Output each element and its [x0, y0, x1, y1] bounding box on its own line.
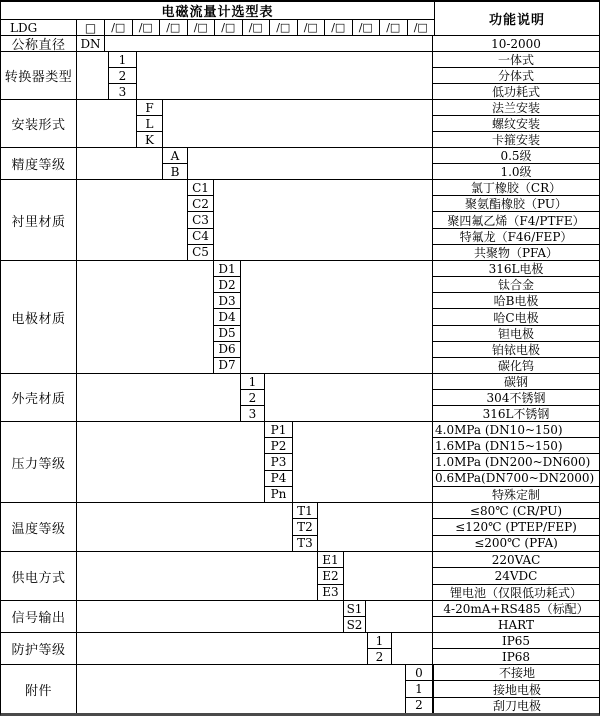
code-cell: 0: [406, 665, 432, 681]
description-cell: 哈B电极: [433, 293, 599, 309]
code-cell: 1: [109, 52, 136, 68]
code-cell: E2: [318, 568, 343, 584]
group-label: 衬里材质: [1, 180, 77, 260]
code-column: [318, 552, 344, 600]
description-cell: 接地电极: [434, 681, 600, 697]
description-column: [432, 52, 599, 99]
spacer-cell: [77, 665, 406, 713]
description-cell: 0.5级: [433, 148, 599, 164]
code-cell: 2: [109, 68, 136, 84]
description-cell: 碳化钨: [497, 358, 534, 373]
description-cell: 316L不锈钢: [482, 407, 550, 421]
model-slot-cell: /□: [160, 20, 188, 35]
group-label: 精度等级: [1, 148, 77, 179]
description-cell: 碳钢: [433, 374, 599, 390]
description-cell: 卡箍安装: [491, 133, 540, 147]
model-slot-cell: /□: [105, 20, 133, 35]
description-cell: ≤120℃ (PTEP/FEP): [433, 519, 599, 535]
empty-fill-cell: [105, 36, 432, 51]
code-cell: E1: [318, 552, 343, 568]
group-row: [1, 51, 599, 99]
code-cell: 3: [118, 84, 127, 99]
spacer-cell: [77, 601, 344, 632]
model-slot-cell: /□: [325, 20, 353, 35]
code-cell: D6: [214, 342, 240, 358]
description-cell: 特殊定制: [491, 487, 540, 502]
code-cell: C2: [188, 196, 213, 212]
group-row: [1, 179, 599, 260]
code-column: [77, 36, 105, 51]
description-cell: 316L电极: [433, 261, 599, 277]
code-cell: A: [163, 148, 187, 164]
code-cell: S2: [346, 617, 363, 632]
model-first-box: □: [77, 20, 105, 35]
code-cell: L: [137, 116, 162, 132]
description-cell: 螺纹安装: [433, 116, 599, 132]
code-cell: 2: [241, 390, 264, 406]
code-column: [188, 180, 214, 260]
description-column: [432, 503, 599, 551]
group-label: 温度等级: [1, 503, 77, 551]
code-cell: 1: [406, 681, 432, 697]
code-cell: B: [170, 164, 180, 179]
group-label: 转换器类型: [1, 52, 77, 99]
empty-fill-cell: [214, 180, 432, 260]
group-label: 压力等级: [1, 422, 77, 502]
spacer-cell: [77, 148, 163, 179]
description-cell: 氯丁橡胶（CR）: [433, 180, 599, 196]
header-left-section: [1, 2, 434, 35]
empty-fill-cell: [265, 374, 432, 421]
code-cell: DN: [80, 36, 101, 51]
description-cell: 4.0MPa (DN10~150): [433, 422, 599, 438]
spacer-cell: [77, 422, 265, 502]
code-column: [214, 261, 241, 373]
group-row: [1, 664, 599, 713]
spacer-cell: [77, 552, 318, 600]
model-prefix-label: LDG: [1, 20, 77, 35]
group-row: [1, 632, 599, 664]
description-cell: 铂铱电极: [433, 342, 599, 358]
code-cell: K: [145, 132, 154, 147]
code-column: [241, 374, 265, 421]
code-cell: D7: [218, 358, 236, 373]
description-column: [432, 633, 599, 664]
code-column: [293, 503, 318, 551]
group-row: [1, 502, 599, 551]
description-cell: 刮刀电极: [492, 698, 541, 713]
code-cell: P1: [265, 422, 292, 438]
description-cell: 304不锈钢: [433, 390, 599, 406]
description-cell: 10-2000: [491, 36, 541, 51]
description-column: [432, 148, 599, 179]
spacer-cell: [77, 374, 241, 421]
code-cell: P4: [265, 471, 292, 487]
code-cell: P3: [265, 454, 292, 470]
description-column: [432, 601, 599, 632]
code-cell: Pn: [270, 487, 287, 502]
description-cell: 一体式: [433, 52, 599, 68]
code-cell: 1: [368, 633, 391, 649]
code-cell: C5: [192, 245, 209, 260]
group-label: 防护等级: [1, 633, 77, 664]
description-column: [432, 180, 599, 260]
description-cell: 钛合金: [433, 277, 599, 293]
description-cell: 1.0MPa (DN200~DN600): [433, 454, 599, 470]
code-cell: 1: [241, 374, 264, 390]
description-cell: 分体式: [433, 68, 599, 84]
description-cell: 钽电极: [433, 326, 599, 342]
spacer-cell: [77, 503, 293, 551]
code-cell: C1: [188, 180, 213, 196]
code-cell: F: [137, 100, 162, 116]
group-label: 附件: [1, 665, 77, 713]
model-slot-cell: /□: [215, 20, 243, 35]
description-cell: 低功耗式: [491, 85, 540, 99]
description-column: [432, 36, 599, 51]
empty-fill-cell: [344, 552, 432, 600]
code-cell: 2: [375, 649, 384, 664]
group-row: [1, 600, 599, 632]
description-cell: ≤200℃ (PFA): [474, 536, 558, 551]
description-cell: 聚四氟乙烯（F4/PTFE）: [433, 212, 599, 228]
description-cell: 1.6MPa (DN15~150): [433, 438, 599, 454]
description-cell: 哈C电极: [433, 309, 599, 325]
group-row: [1, 35, 599, 51]
description-column: [432, 374, 599, 421]
description-cell: HART: [498, 617, 534, 632]
group-label: 外壳材质: [1, 374, 77, 421]
group-label: 供电方式: [1, 552, 77, 600]
model-slot-cell: /□: [270, 20, 298, 35]
description-cell: 聚氨酯橡胶（PU）: [433, 196, 599, 212]
code-cell: T3: [297, 536, 313, 551]
description-cell: IP65: [433, 633, 599, 649]
spacer-cell: [77, 633, 368, 664]
code-cell: C3: [188, 212, 213, 228]
spacer-cell: [77, 261, 214, 373]
description-column: [432, 261, 599, 373]
code-cell: T2: [293, 519, 317, 535]
description-cell: 220VAC: [433, 552, 599, 568]
code-cell: 2: [415, 698, 423, 713]
model-slot-cell: /□: [133, 20, 161, 35]
function-column-header: 功能说明: [434, 2, 599, 35]
group-row: [1, 147, 599, 179]
empty-fill-cell: [163, 100, 432, 147]
description-cell: 0.6MPa(DN700~DN2000): [433, 471, 599, 487]
group-label: 安装形式: [1, 100, 77, 147]
code-column: [109, 52, 137, 99]
code-column: [265, 422, 293, 502]
empty-fill-cell: [366, 601, 432, 632]
code-cell: 3: [248, 406, 257, 421]
group-row: [1, 551, 599, 600]
code-cell: E3: [322, 585, 339, 600]
description-cell: ≤80℃ (CR/PU): [433, 503, 599, 519]
code-cell: D3: [214, 293, 240, 309]
group-label: 电极材质: [1, 261, 77, 373]
group-row: [1, 260, 599, 373]
table-header-band: [1, 2, 599, 35]
model-slot-cell: /□: [413, 21, 428, 34]
model-slot-cell: /□: [243, 20, 271, 35]
group-row: [1, 421, 599, 502]
description-column: [432, 100, 599, 147]
model-slot-cell: /□: [380, 20, 408, 35]
spacer-cell: [77, 100, 137, 147]
description-cell: 24VDC: [433, 568, 599, 584]
description-cell: 特氟龙（F46/FEP）: [433, 229, 599, 245]
code-cell: D2: [214, 277, 240, 293]
description-column: [432, 552, 599, 600]
code-cell: D5: [214, 326, 240, 342]
description-cell: 锂电池（仅限低功耗式）: [449, 585, 582, 600]
model-slot-cell: /□: [353, 20, 381, 35]
group-row: [1, 99, 599, 147]
spacer-cell: [77, 52, 109, 99]
code-column: [344, 601, 366, 632]
code-column: [163, 148, 188, 179]
code-cell: C4: [188, 229, 213, 245]
code-column: [368, 633, 392, 664]
empty-fill-cell: [137, 52, 432, 99]
spacer-cell: [77, 180, 188, 260]
empty-fill-cell: [318, 503, 432, 551]
code-column: [406, 665, 433, 713]
code-cell: D4: [214, 309, 240, 325]
description-column: [432, 422, 599, 502]
code-cell: T1: [293, 503, 317, 519]
code-column: [137, 100, 163, 147]
model-code-row: [1, 20, 434, 35]
description-cell: 共聚物（PFA）: [473, 245, 559, 260]
empty-fill-cell: [188, 148, 432, 179]
code-cell: P2: [265, 438, 292, 454]
description-column: [433, 665, 600, 713]
description-cell: 4-20mA+RS485（标配）: [433, 601, 599, 617]
model-slot-cell: /□: [188, 20, 216, 35]
group-label: 公称直径: [1, 36, 77, 51]
group-row: [1, 373, 599, 421]
code-cell: S1: [344, 601, 365, 617]
description-cell: 1.0级: [500, 165, 532, 179]
description-cell: 不接地: [434, 665, 600, 681]
code-cell: D1: [214, 261, 240, 277]
group-label: 信号输出: [1, 601, 77, 632]
model-slot-strip: [105, 20, 434, 35]
table-title: 电磁流量计选型表: [1, 2, 434, 20]
empty-fill-cell: [392, 633, 432, 664]
model-slot-cell: /□: [298, 20, 326, 35]
description-cell: 法兰安装: [433, 100, 599, 116]
description-cell: IP68: [501, 649, 531, 664]
empty-fill-cell: [241, 261, 432, 373]
empty-fill-cell: [293, 422, 432, 502]
